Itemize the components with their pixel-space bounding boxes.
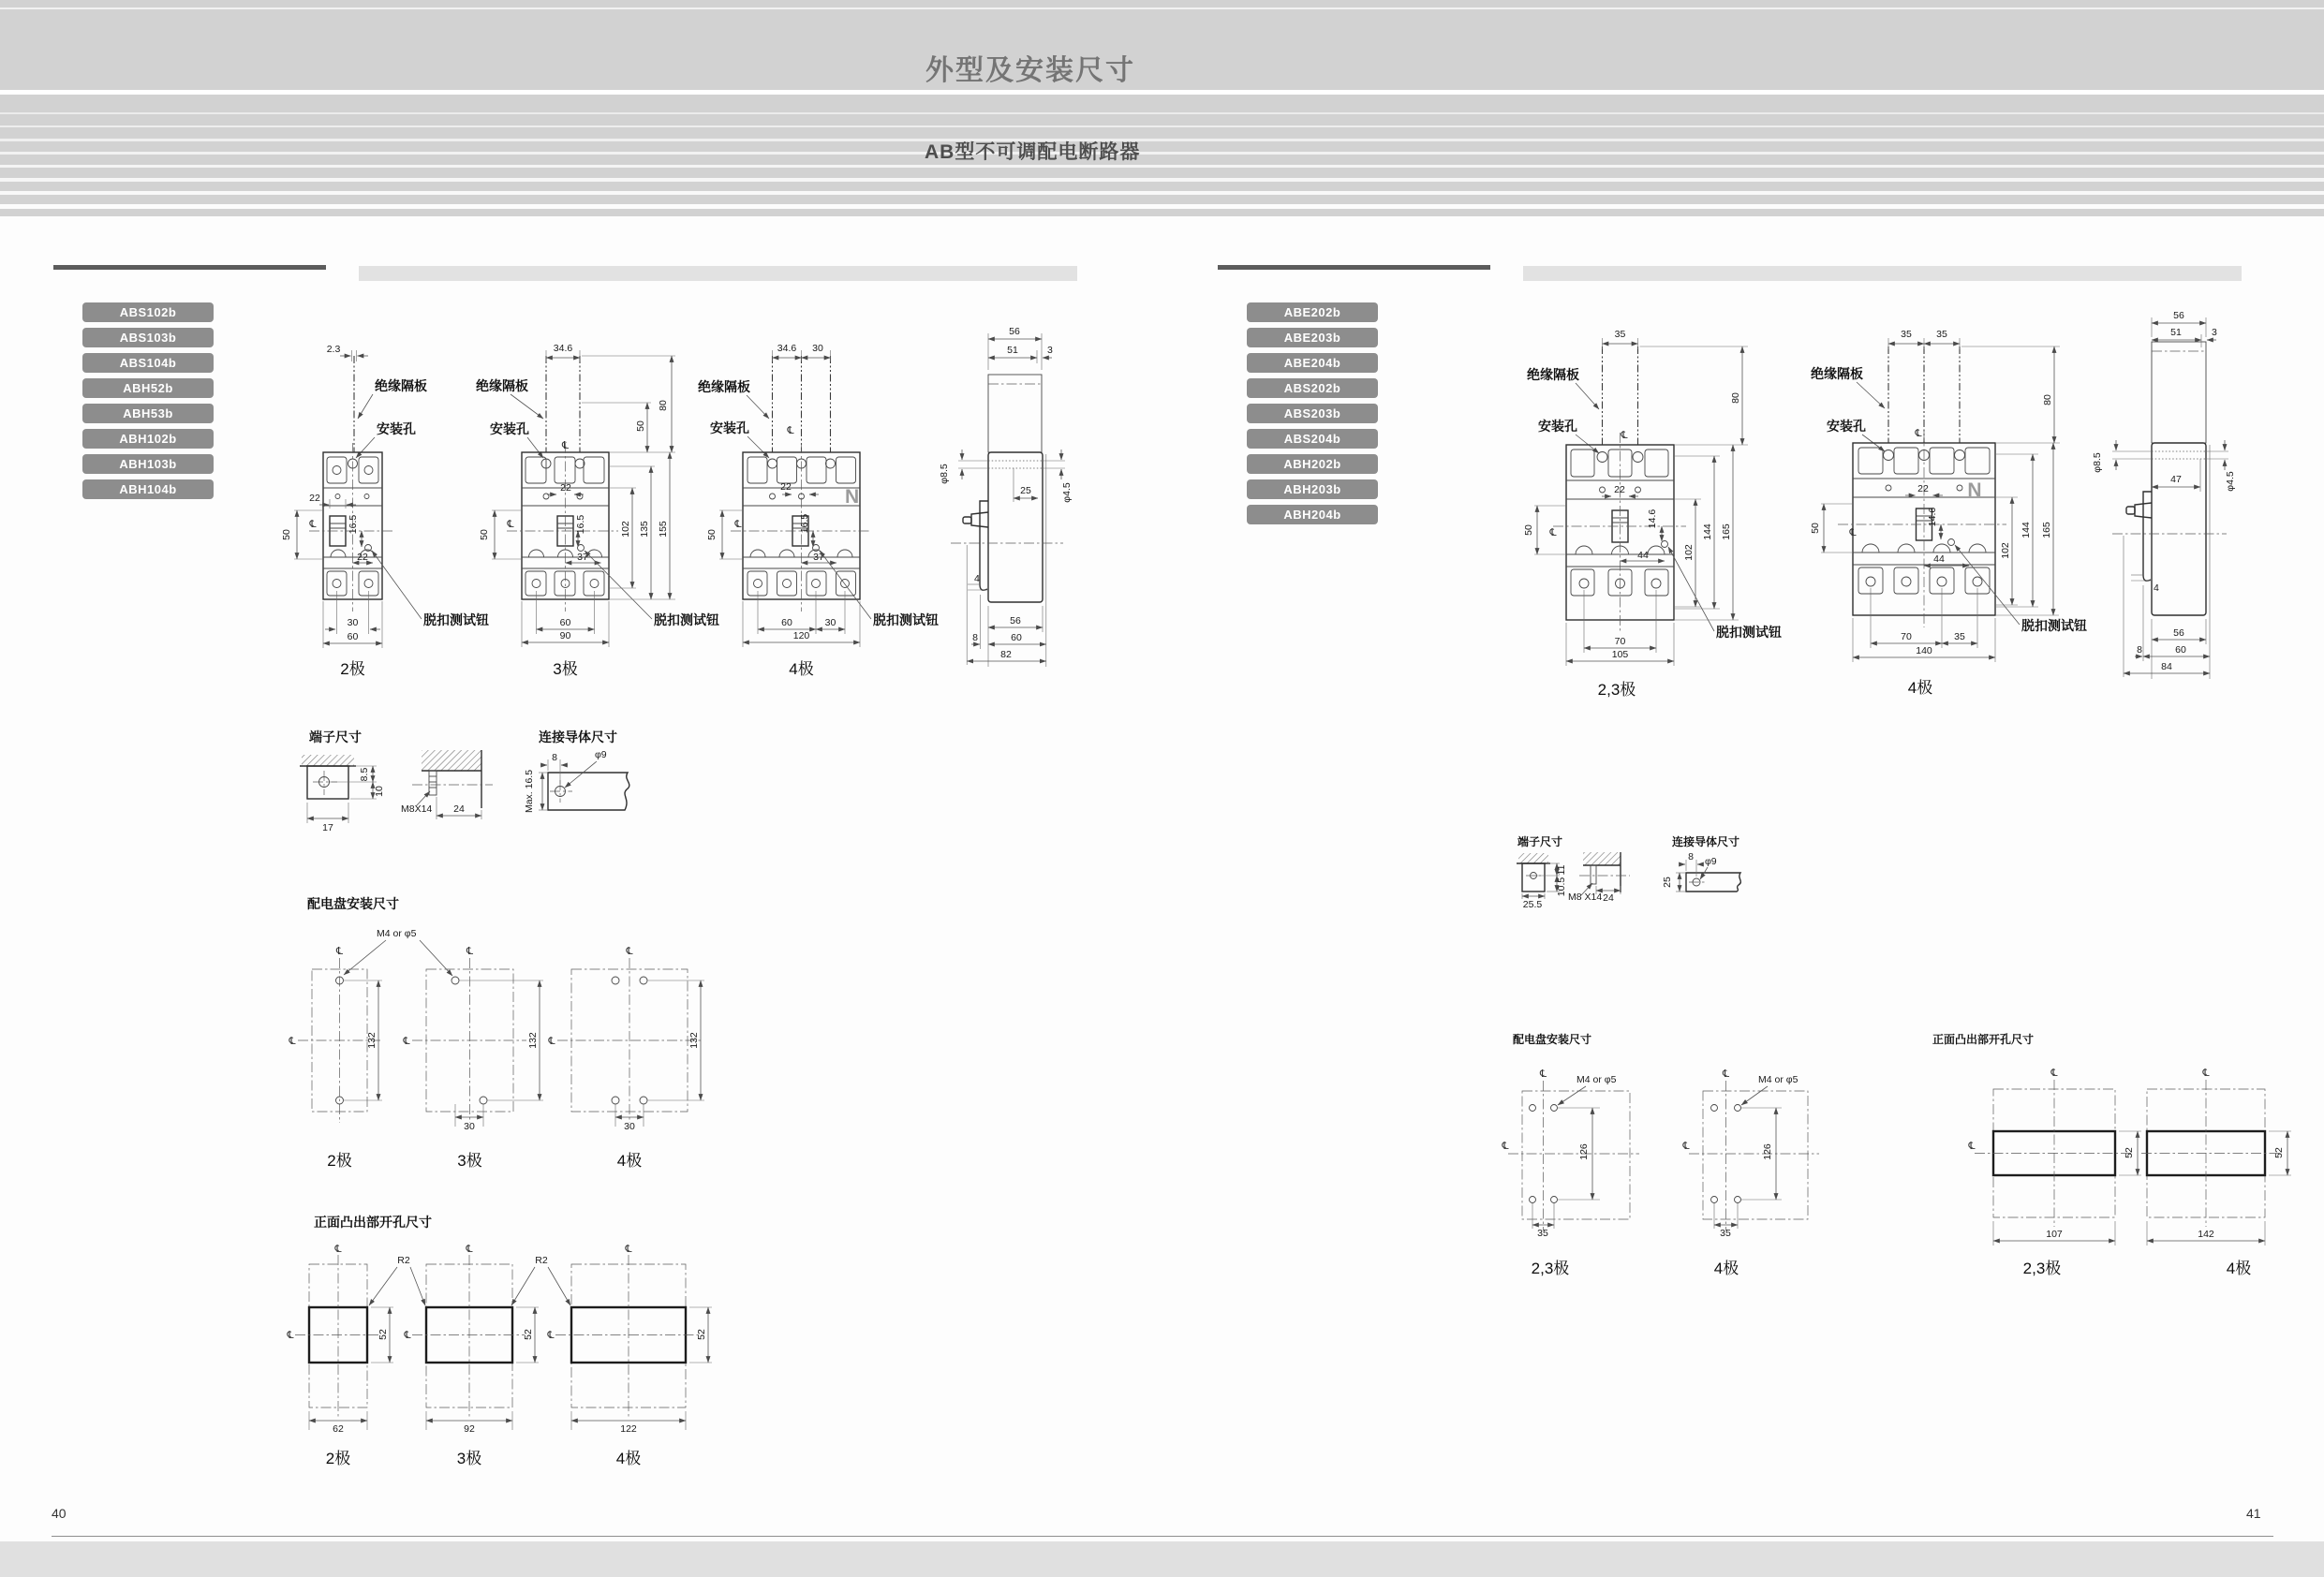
cutout-3pole [412, 1255, 539, 1430]
caption: 3极 [553, 660, 578, 678]
section-title: 正面凸出部开孔尺寸 [1932, 1033, 2035, 1046]
caption: 4极 [1907, 679, 1933, 697]
dim: 8 [552, 752, 557, 763]
drawing-right-panel-mount [1499, 1030, 1883, 1302]
dim: 126 [1578, 1143, 1590, 1160]
mount-hole-label: 安装孔 [377, 421, 416, 436]
dim: 52 [523, 1329, 534, 1340]
dim: 25 [1020, 485, 1031, 496]
dim: 16.5 [799, 513, 810, 534]
dim: 22 [1614, 484, 1625, 495]
model-chip: ABS204b [1247, 429, 1378, 449]
trip-test-label: 脱扣测试钮 [2021, 618, 2087, 633]
dim: 25.5 [1522, 899, 1543, 910]
footer-band [0, 1541, 2324, 1577]
page-number-left: 40 [52, 1506, 67, 1521]
dim: 82 [1000, 649, 1012, 660]
dim: M8 X14 [1568, 892, 1603, 903]
dim: 102 [1683, 544, 1695, 561]
model-chip: ABH102b [82, 429, 214, 449]
centerline-mark: ℄ [507, 519, 514, 530]
dim: 56 [2173, 310, 2184, 321]
model-chip: ABS202b [1247, 378, 1378, 398]
dim: φ4.5 [2225, 471, 2236, 492]
centerline-mark: ℄ [787, 425, 794, 436]
dim: 132 [688, 1032, 700, 1049]
centerline-mark: ℄ [403, 1036, 410, 1047]
insulation-label: 绝缘隔板 [476, 378, 528, 393]
caption: 4极 [2226, 1260, 2252, 1277]
dim: 165 [2041, 522, 2052, 538]
dim: 107 [2046, 1229, 2063, 1240]
caption: 4极 [789, 660, 814, 678]
partition [546, 350, 580, 452]
caption: 2,3极 [1531, 1260, 1570, 1277]
dim: 92 [464, 1423, 475, 1435]
neutral-pole-mark: N [1967, 479, 1982, 501]
mount-3pole [412, 958, 543, 1127]
left-section-bar [359, 266, 1077, 281]
dim: 102 [620, 521, 631, 538]
model-chip: ABH104b [82, 479, 214, 499]
dim: 35 [1537, 1228, 1548, 1239]
dim: 80 [2042, 394, 2053, 405]
centerline-mark: ℄ [2050, 1068, 2058, 1079]
dim: 60 [781, 617, 792, 628]
centerline-mark: ℄ [1502, 1141, 1509, 1152]
drawing-right-side [2075, 295, 2324, 698]
drawing-right-23pole [1523, 318, 1808, 704]
dim: R2 [535, 1255, 548, 1266]
centerline-mark: ℄ [1915, 428, 1922, 439]
centerline-mark: ℄ [1549, 527, 1557, 538]
section-title: 配电盘安装尺寸 [307, 896, 399, 911]
centerline-mark: ℄ [1539, 1069, 1547, 1080]
dim: 84 [2161, 661, 2172, 672]
dim: 52 [377, 1329, 389, 1340]
centerline-mark: ℄ [404, 1330, 411, 1341]
header-band [0, 0, 2324, 223]
dim: 126 [1762, 1143, 1773, 1160]
model-chip: ABS102b [82, 302, 214, 322]
dim: 50 [706, 529, 718, 540]
model-chip: ABH202b [1247, 454, 1378, 474]
caption: 4极 [1713, 1260, 1739, 1277]
centerline-mark: ℄ [1621, 430, 1628, 441]
drawing-left-2pole [272, 332, 496, 684]
dim: 11 [1556, 864, 1567, 876]
dim: 22 [357, 552, 368, 563]
trip-test-label: 脱扣测试钮 [423, 612, 489, 627]
header-stripe [0, 152, 2324, 155]
dim: 4 [2154, 582, 2159, 594]
dim: 51 [2170, 327, 2182, 338]
centerline-mark: ℄ [547, 1330, 555, 1341]
caption: 2,3极 [2022, 1260, 2062, 1277]
header-stripe [0, 90, 2324, 95]
dim: 30 [347, 617, 359, 628]
dim: 30 [464, 1121, 475, 1132]
dim: 90 [559, 630, 571, 641]
breaker-body [1838, 431, 2006, 627]
conductor-bar [1686, 873, 1740, 892]
mount-4pole [557, 958, 704, 1127]
insulation-label: 绝缘隔板 [375, 378, 427, 393]
header-stripe [0, 112, 2324, 114]
cutout-4pole [555, 1255, 712, 1430]
model-chip: ABS104b [82, 353, 214, 373]
centerline-mark: ℄ [1722, 1069, 1730, 1080]
dim: 80 [1730, 392, 1741, 404]
centerline-mark: ℄ [334, 1244, 342, 1255]
dim: 122 [620, 1423, 637, 1435]
dim: 60 [2175, 644, 2186, 656]
centerline-mark: ℄ [1968, 1141, 1976, 1152]
breaker-body [507, 443, 618, 612]
centerline-mark: ℄ [2202, 1068, 2210, 1079]
dim: 14.6 [1927, 507, 1938, 527]
dim: 50 [1523, 524, 1534, 536]
dim: φ9 [1705, 856, 1717, 867]
dim: 22 [560, 482, 571, 494]
dim: 34.6 [553, 343, 573, 354]
header-stripe [0, 125, 2324, 127]
terminal-side [1579, 852, 1630, 892]
header-stripe [0, 165, 2324, 168]
model-chip: ABH53b [82, 404, 214, 423]
model-chip: ABE204b [1247, 353, 1378, 373]
dim: 10.5 [1556, 877, 1567, 897]
dim: 140 [1916, 645, 1932, 656]
dim: M4 or φ5 [377, 928, 417, 939]
dim: 24 [1603, 892, 1614, 904]
model-chip: ABH203b [1247, 479, 1378, 499]
centerline-mark: ℄ [287, 1330, 294, 1341]
left-section-rule [53, 265, 326, 270]
dim: 132 [366, 1032, 377, 1049]
section-title: 正面凸出部开孔尺寸 [314, 1215, 432, 1230]
header-stripe [0, 7, 2324, 9]
dim: 25 [1662, 877, 1673, 888]
dim: 142 [2198, 1229, 2214, 1240]
dim: 165 [1721, 523, 1732, 540]
partition [1888, 338, 1960, 443]
dim: 155 [658, 521, 669, 538]
drawing-left-panel-mount [187, 894, 731, 1175]
caption: 4极 [616, 1152, 643, 1170]
partition [1603, 338, 1638, 445]
drawing-left-front-cutout [187, 1213, 731, 1480]
dim: 16.5 [348, 514, 359, 535]
model-chip: ABH204b [1247, 505, 1378, 524]
header-stripe [0, 139, 2324, 141]
dim: 44 [1933, 553, 1945, 565]
drawing-right-conductor [1658, 829, 1827, 941]
dim: 62 [333, 1423, 344, 1435]
dim: M4 or φ5 [1576, 1074, 1617, 1085]
centerline-mark: ℄ [466, 946, 474, 957]
drawing-left-terminal [187, 726, 506, 852]
model-chip: ABS103b [82, 328, 214, 347]
page-title: 外型及安装尺寸 [925, 55, 1135, 86]
dim: 3 [1047, 345, 1053, 356]
centerline-mark: ℄ [1682, 1141, 1690, 1152]
dim: 35 [1901, 329, 1912, 340]
dim: 60 [347, 631, 359, 642]
model-chip: ABH103b [82, 454, 214, 474]
centerline-mark: ℄ [734, 519, 742, 530]
dim: 16.5 [575, 514, 586, 535]
section-title: 配电盘安装尺寸 [1513, 1033, 1592, 1046]
dim: 17 [322, 822, 333, 833]
centerline-mark: ℄ [466, 1244, 473, 1255]
centerline-mark: ℄ [1849, 527, 1857, 538]
dim: 132 [527, 1032, 539, 1049]
drawing-left-side [923, 309, 1101, 684]
drawing-left-conductor [520, 726, 735, 852]
dim: Max. 16.5 [524, 769, 535, 814]
insulation-label: 绝缘隔板 [1811, 366, 1863, 381]
dim: 8 [2137, 644, 2142, 656]
neutral-pole-mark: N [845, 486, 860, 508]
cutout-23pole [1975, 1080, 2141, 1245]
dim: 144 [1702, 523, 1713, 540]
caption: 2极 [340, 660, 365, 678]
trip-test-label: 脱扣测试钮 [873, 612, 939, 627]
dim: 50 [1810, 523, 1821, 534]
dim: 56 [1010, 615, 1021, 626]
dim: 80 [658, 400, 669, 411]
dim: 22 [780, 481, 792, 493]
partition [340, 350, 368, 452]
dim: 50 [635, 420, 646, 432]
drawing-right-front-cutout [1930, 1030, 2324, 1302]
caption: 4极 [615, 1450, 642, 1467]
cutout-4pole [2141, 1080, 2291, 1245]
dim: 30 [812, 343, 823, 354]
dim: φ9 [595, 749, 607, 760]
dim: 8.5 [359, 767, 370, 782]
header-stripe [0, 178, 2324, 182]
dim: 8 [972, 632, 978, 643]
mount-hole-label: 安装孔 [490, 421, 529, 436]
caption: 2极 [325, 1450, 351, 1467]
centerline-mark: ℄ [309, 519, 317, 530]
centerline-mark: ℄ [548, 1036, 555, 1047]
page-number-right: 41 [2246, 1506, 2261, 1521]
right-section-rule [1218, 265, 1490, 270]
section-title: 端子尺寸 [1517, 835, 1563, 848]
dim: 52 [2124, 1147, 2135, 1158]
trip-test-label: 脱扣测试钮 [1716, 625, 1782, 640]
dim: φ8.5 [2092, 452, 2103, 473]
dim: 24 [453, 803, 465, 815]
dim: 56 [1009, 326, 1020, 337]
page-subtitle: AB型不可调配电断路器 [925, 141, 1141, 163]
terminal-side [412, 750, 493, 808]
dim: 120 [792, 630, 810, 641]
centerline-mark: ℄ [625, 1244, 632, 1255]
model-chip: ABH52b [82, 378, 214, 398]
dim: 102 [2000, 542, 2011, 559]
mount-4pole [1689, 1081, 1819, 1231]
breaker-body [1553, 433, 1686, 632]
caption: 3极 [456, 1450, 482, 1467]
dim: φ4.5 [1061, 482, 1073, 503]
dim: 4 [974, 573, 980, 584]
left-model-list [82, 302, 214, 505]
caption: 3极 [457, 1152, 482, 1170]
dim: 37 [577, 552, 588, 563]
dim: M4 or φ5 [1758, 1074, 1799, 1085]
dim: 51 [1007, 345, 1018, 356]
right-section-bar [1523, 266, 2242, 281]
dim: 3 [2212, 327, 2217, 338]
dim: 14.6 [1647, 508, 1658, 529]
terminal-front [300, 755, 356, 799]
dim: 30 [624, 1121, 635, 1132]
dim: 44 [1637, 550, 1649, 561]
dim: 50 [479, 529, 490, 540]
dim: M8X14 [401, 803, 433, 815]
cutout-2pole [295, 1255, 393, 1430]
dim: R2 [397, 1255, 410, 1266]
header-stripe [0, 216, 2324, 223]
dim: 2.3 [326, 344, 341, 355]
mount-23pole [1508, 1081, 1639, 1231]
terminal-front [1517, 853, 1550, 892]
dim: 52 [696, 1329, 707, 1340]
footer-rule [52, 1536, 2273, 1537]
model-chip: ABE202b [1247, 302, 1378, 322]
right-model-list [1247, 302, 1378, 530]
section-title: 连接导体尺寸 [539, 730, 617, 744]
trip-test-label: 脱扣测试钮 [654, 612, 719, 627]
dim: 22 [1917, 483, 1929, 494]
section-title: 连接导体尺寸 [1672, 835, 1740, 848]
insulation-label: 绝缘隔板 [698, 379, 750, 394]
dim: 135 [639, 521, 650, 538]
header-stripe [0, 204, 2324, 209]
partition [773, 350, 831, 452]
drawing-right-terminal [1508, 829, 1658, 941]
model-chip: ABE203b [1247, 328, 1378, 347]
dim: 34.6 [777, 343, 797, 354]
mount-hole-label: 安装孔 [1538, 419, 1577, 434]
dim: φ8.5 [939, 464, 950, 484]
dim: 8 [1688, 851, 1694, 862]
caption: 2,3极 [1597, 681, 1636, 699]
centerline-mark: ℄ [335, 946, 344, 957]
dim: 22 [309, 493, 320, 504]
dim: 35 [1720, 1228, 1731, 1239]
dim: 50 [281, 529, 292, 540]
caption: 2极 [327, 1152, 352, 1170]
centerline-mark: ℄ [561, 440, 570, 451]
side-profile [2112, 342, 2227, 615]
dim: 60 [559, 617, 571, 628]
dim: 56 [2173, 627, 2184, 639]
dim: 37 [813, 552, 824, 563]
dim: 30 [824, 617, 836, 628]
section-title: 端子尺寸 [309, 730, 362, 744]
model-chip: ABS203b [1247, 404, 1378, 423]
dim: 70 [1901, 631, 1912, 642]
centerline-mark: ℄ [289, 1036, 296, 1047]
mount-hole-label: 安装孔 [710, 420, 749, 435]
dim: 105 [1611, 649, 1629, 660]
dim: 70 [1614, 636, 1626, 647]
dim: 35 [1614, 329, 1626, 340]
dim: 144 [2021, 522, 2032, 538]
dim: 60 [1011, 632, 1022, 643]
dim: 47 [2170, 474, 2182, 485]
dim: 10 [374, 786, 385, 797]
centerline-mark: ℄ [626, 946, 633, 957]
dim: 35 [1954, 631, 1965, 642]
mount-hole-label: 安装孔 [1827, 419, 1866, 434]
insulation-label: 绝缘隔板 [1527, 367, 1579, 382]
header-stripe [0, 191, 2324, 195]
dim: 35 [1936, 329, 1947, 340]
dim: 52 [2273, 1147, 2285, 1158]
